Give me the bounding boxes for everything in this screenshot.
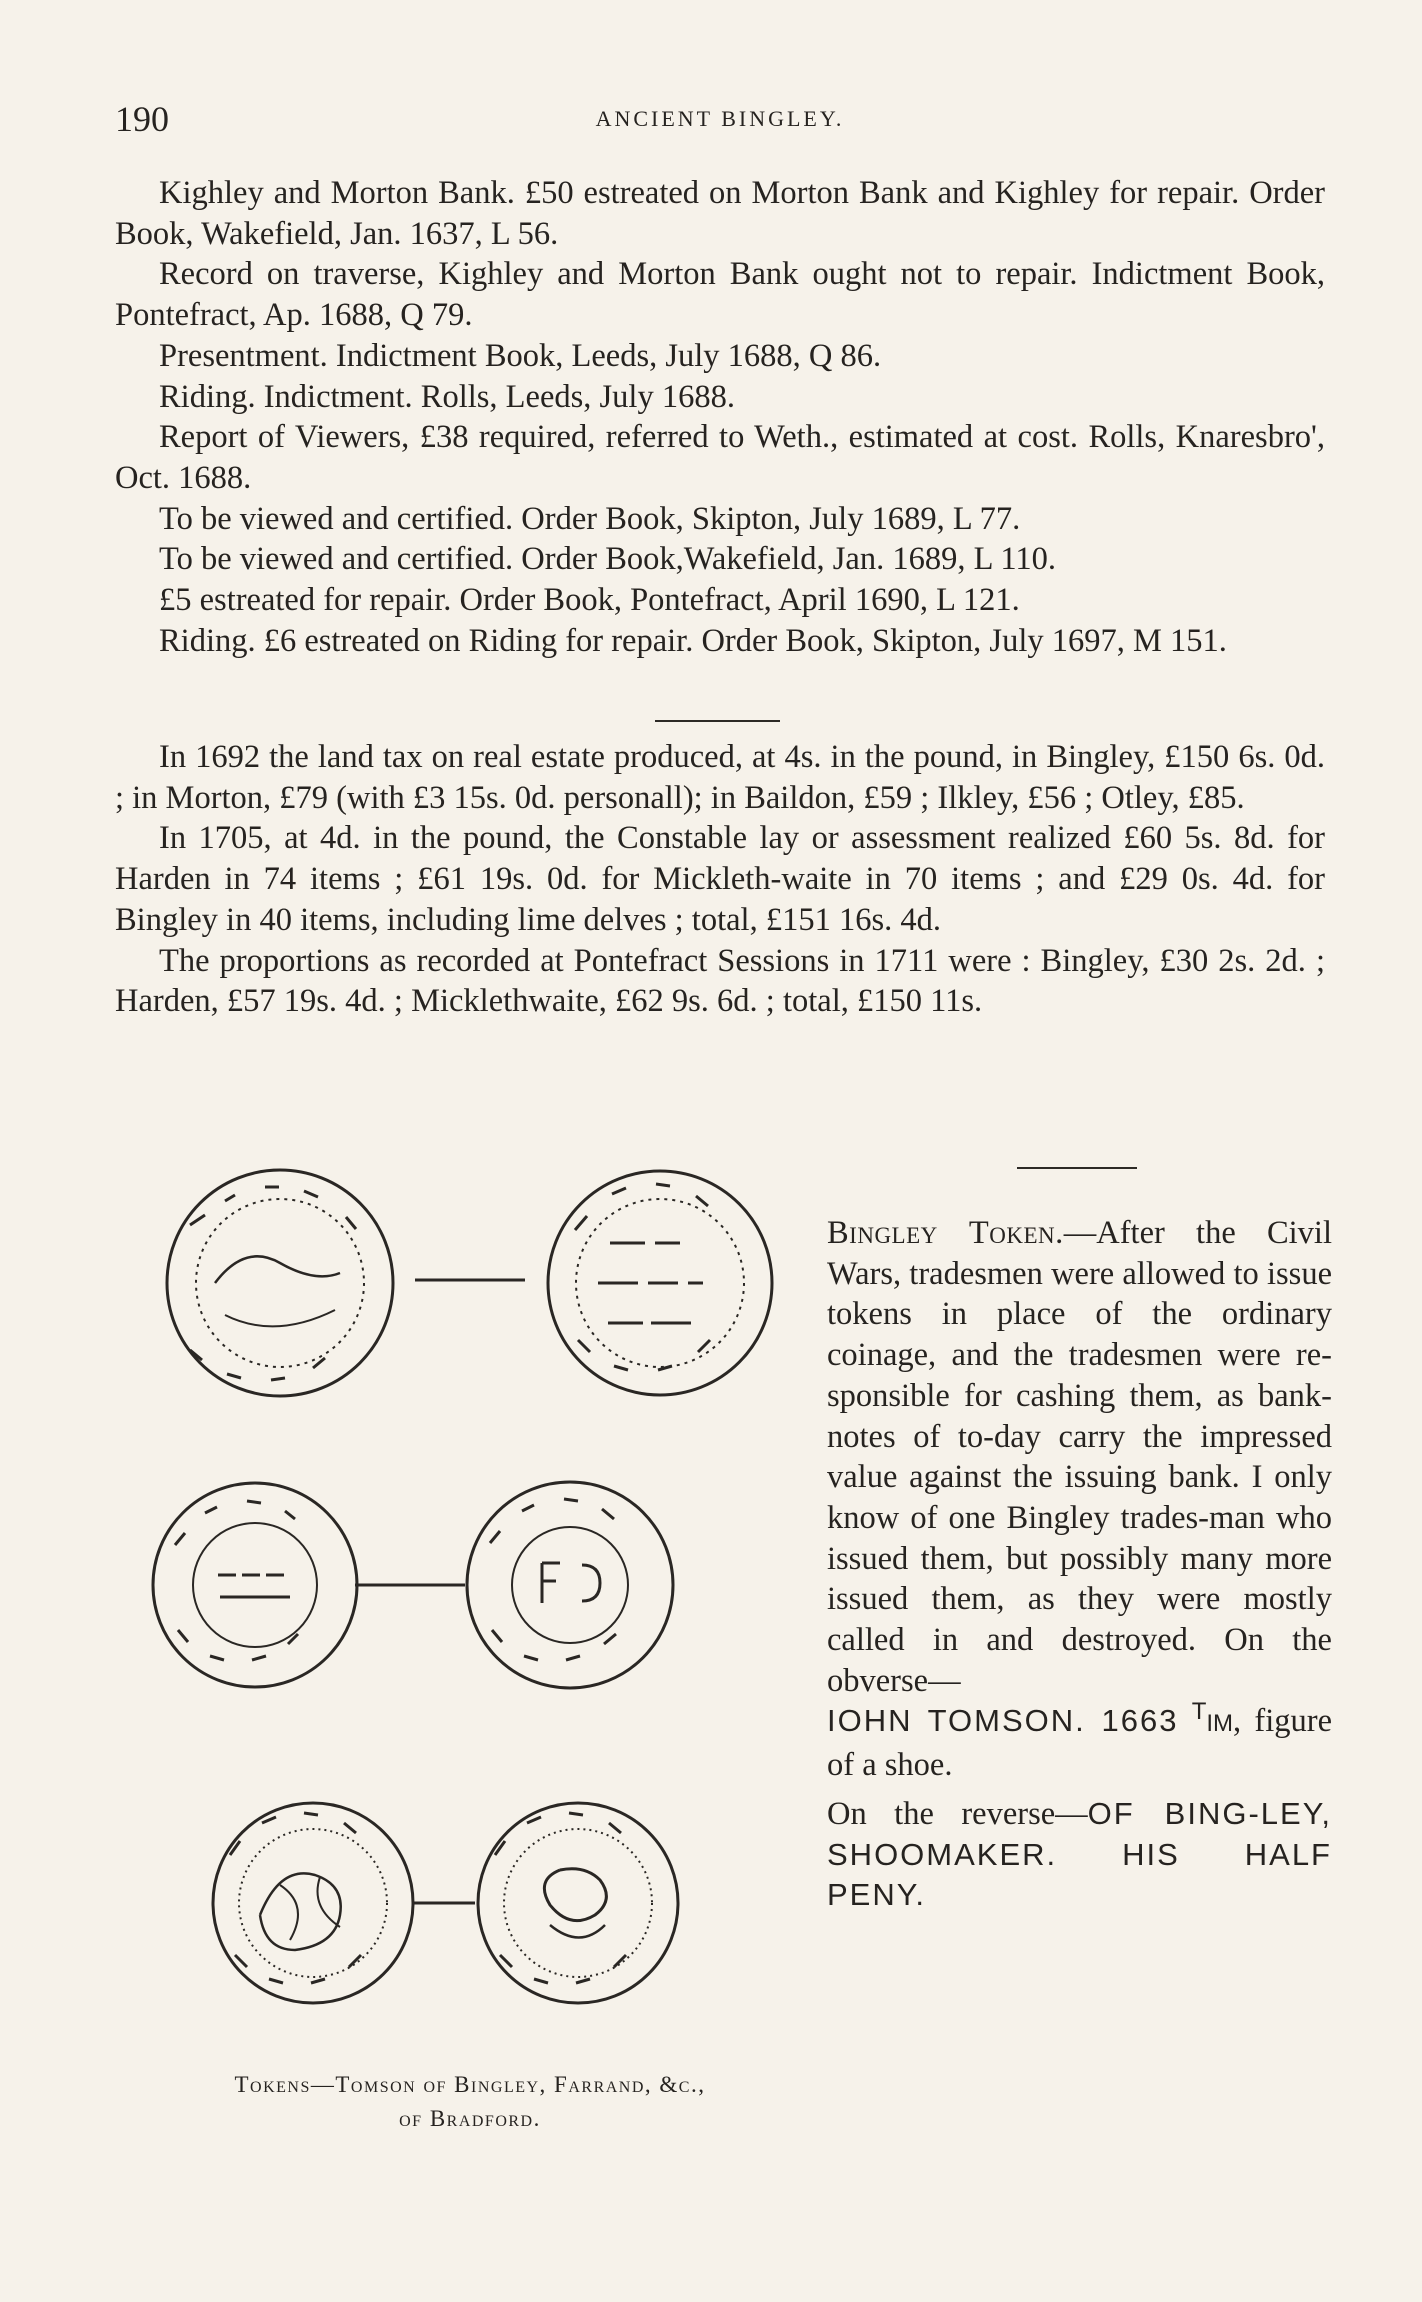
records-list (115, 173, 1325, 661)
caption-line: of Bradford. (399, 2106, 541, 2131)
page-number: 190 (115, 99, 169, 139)
tax-paragraph: In 1692 the land tax on real estate produced, at 4s. in the pound, in Bingley, £150 6s. 0d. ; in Morton, £79 (with £3 15s. 0d. personall); in Baildon, £59 ; Ilkley, £56 ; Otley, £85. (115, 739, 1325, 816)
tax-paragraph: In 1705, at 4d. in the pound, the Constable lay or assessment realized £60 5s. 8d. for Harden in 74 items ; £61 19s. 0d. for Mickleth-waite in 70 items ; and £29 0s. 4d. for Bingley in 40 items, including lime delves ; total, £151 16s. 4d. (115, 820, 1325, 938)
record-entry: Kighley and Morton Bank. £50 estreated on Morton Bank and Kighley for repair. Order Book, Wakefield, Jan. 1637, L 56. (115, 175, 1325, 252)
token-coin (467, 1482, 673, 1688)
obverse-monogram (1192, 1698, 1233, 1737)
monogram-top: T (1191, 1698, 1207, 1726)
token-description (827, 1213, 1332, 1916)
token-coin (548, 1171, 772, 1395)
token-coin (153, 1483, 357, 1687)
record-entry: To be viewed and certified. Order Book,Wakefield, Jan. 1689, L 110. (159, 541, 1057, 578)
token-paragraph (827, 1213, 1332, 1701)
obverse-rest: , figure of a shoe. (827, 1703, 1332, 1784)
obverse-legend: IOHN TOMSON. 1663 (827, 1703, 1179, 1739)
record-entry: Record on traverse, Kighley and Morton Bank ought not to repair. Indictment Book, Pontefract, Ap. 1688, Q 79. (115, 256, 1325, 334)
record-entry: £5 estreated for repair. Order Book, Pontefract, April 1690, L 121. (159, 582, 1020, 619)
obverse-line (827, 1698, 1332, 1785)
reverse-line (827, 1794, 1332, 1916)
section-divider (1017, 1167, 1137, 1169)
reverse-intro: On the reverse— (827, 1795, 1088, 1832)
token-heading: Bingley Token. (827, 1215, 1064, 1251)
token-illustration (130, 1165, 810, 2045)
caption-line: Tokens—Tomson of Bingley, Farrand, &c., (234, 2072, 706, 2097)
record-entry: Report of Viewers, £38 required, referred to Weth., estimated at cost. Rolls, Knaresbro', Oct. 1688. (115, 419, 1325, 496)
section-divider (655, 720, 780, 722)
running-title: ANCIENT BINGLEY. (595, 106, 845, 131)
token-coin (167, 1170, 393, 1396)
token-coin (213, 1803, 413, 2003)
page-header (115, 98, 1325, 138)
token-body: —After the Civil Wars, tradesmen were allowed to issue tokens in place of the ordinary coinage, and the tradesmen were re-sponsible for cashing them, as bank-notes of to-day carry the impressed value against the issuing bank. I only know of one Bingley trades-man who issued them, but possibly many more issued them, as they were mostly called in and destroyed. On the obverse— (827, 1215, 1332, 1699)
record-entry: Riding. Indictment. Rolls, Leeds, July 1688. (159, 378, 735, 415)
record-entry: Riding. £6 estreated on Riding for repair. Order Book, Skipton, July 1697, M 151. (159, 622, 1227, 659)
record-entry: Presentment. Indictment Book, Leeds, July 1688, Q 86. (159, 337, 882, 374)
token-coin (478, 1803, 678, 2003)
figure-caption (110, 2068, 830, 2136)
monogram-bottom: IM (1206, 1710, 1234, 1738)
reverse-legend: OF BING-LEY, SHOOMAKER. HIS HALF PENY. (827, 1795, 1332, 1913)
tax-paragraph: The proportions as recorded at Pontefract Sessions in 1711 were : Bingley, £30 2s. 2d. ; Harden, £57 19s. 4d. ; Micklethwaite, £62 9s. 6d. ; total, £150 11s. (115, 942, 1325, 1020)
tax-section (115, 737, 1325, 1022)
record-entry: To be viewed and certified. Order Book, Skipton, July 1689, L 77. (159, 500, 1021, 537)
